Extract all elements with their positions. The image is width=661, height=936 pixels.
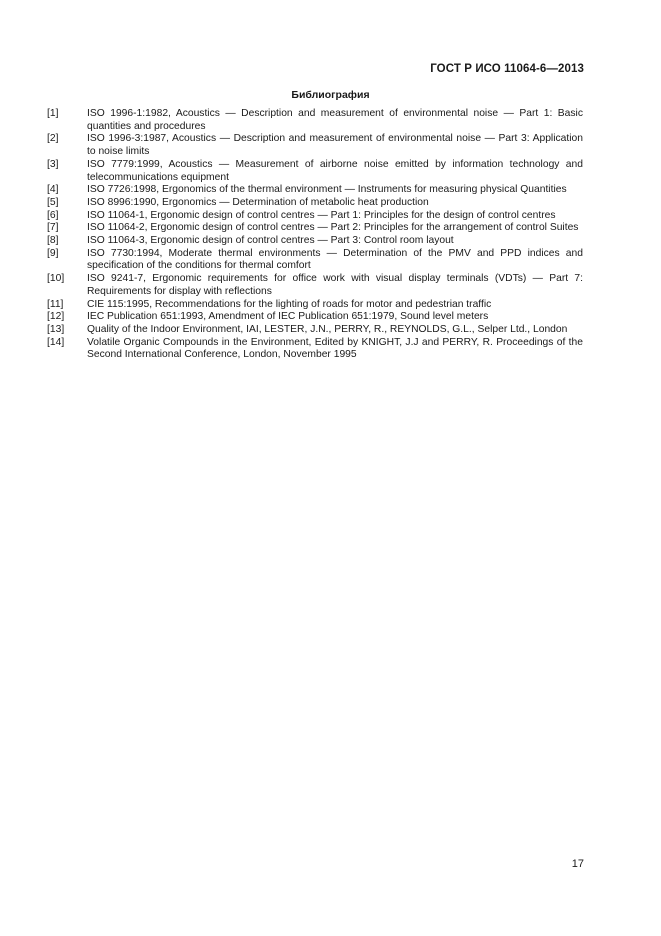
reference-number: [5]	[47, 196, 59, 208]
reference-number: [1]	[47, 108, 59, 119]
reference-number: [8]	[47, 235, 59, 247]
reference-text: ISO 8996:1990, Ergonomics — Determination of metabolic heat production	[87, 196, 429, 208]
reference-number: [2]	[47, 133, 59, 145]
reference-text: ISO 1996-1:1982, Acoustics — Description and measurement of environmental noise — Part 1: Basic quantities and procedures	[87, 108, 583, 132]
reference-text: ISO 11064-2, Ergonomic design of control centres — Part 2: Principles for the arrangement of control Suites	[87, 222, 579, 234]
bibliography-item	[47, 222, 583, 235]
page-number: 17	[571, 858, 584, 870]
bibliography-title: Библиография	[291, 89, 370, 101]
reference-text: ISO 11064-1, Ergonomic design of control centres — Part 1: Principles for the design of control centres	[87, 209, 556, 221]
reference-number: [9]	[47, 247, 59, 259]
reference-text: IEC Publication 651:1993, Amendment of IEC Publication 651:1979, Sound level meters	[87, 311, 489, 323]
reference-number: [10]	[47, 273, 65, 285]
reference-text: CIE 115:1995, Recommendations for the lighting of roads for motor and pedestrian traffic	[87, 298, 492, 310]
bibliography-item	[47, 197, 583, 210]
reference-text: ISO 7730:1994, Moderate thermal environments — Determination of the PMV and PPD indices and specification of the conditions for thermal comfort	[87, 247, 583, 272]
document-code: ГОСТ Р ИСО 11064-6—2013	[430, 63, 584, 75]
reference-number: [7]	[47, 222, 59, 234]
bibliography-item	[47, 159, 583, 184]
reference-number: [6]	[47, 209, 59, 221]
bibliography-item	[47, 248, 583, 273]
reference-text: ISO 7726:1998, Ergonomics of the thermal environment — Instruments for measuring physical Quantities	[87, 184, 567, 196]
bibliography-item	[47, 299, 583, 312]
bibliography-item	[47, 337, 583, 362]
reference-text: ISO 11064-3, Ergonomic design of control centres — Part 3: Control room layout	[87, 235, 454, 247]
bibliography-item	[47, 311, 583, 324]
bibliography-item	[47, 273, 583, 298]
reference-number: [11]	[47, 298, 64, 310]
bibliography-item	[47, 324, 583, 337]
reference-number: [13]	[47, 323, 65, 335]
bibliography-item	[47, 133, 583, 158]
reference-number: [4]	[47, 184, 59, 196]
reference-text: ISO 1996-3:1987, Acoustics — Description and measurement of environmental noise — Part 3: Application to noise limits	[87, 133, 583, 158]
bibliography-item	[47, 235, 583, 248]
reference-text: Volatile Organic Compounds in the Environment, Edited by KNIGHT, J.J and PERRY, R. Proceedings of the Second International Conference, London, November 1995	[87, 336, 583, 361]
reference-number: [12]	[47, 311, 65, 323]
reference-number: [3]	[47, 158, 59, 170]
reference-text: Quality of the Indoor Environment, IAI, LESTER, J.N., PERRY, R., REYNOLDS, G.L., Selper Ltd., London	[87, 323, 568, 335]
reference-number: [14]	[47, 336, 65, 348]
bibliography-list	[47, 108, 583, 362]
bibliography-item	[47, 210, 583, 223]
reference-text: ISO 9241-7, Ergonomic requirements for office work with visual display terminals (VDTs) — Part 7: Requirements for display with reflections	[87, 273, 583, 297]
bibliography-item	[47, 184, 583, 197]
reference-text: ISO 7779:1999, Acoustics — Measurement of airborne noise emitted by information technology and telecommunications equipment	[87, 158, 583, 183]
bibliography-item	[47, 108, 583, 133]
